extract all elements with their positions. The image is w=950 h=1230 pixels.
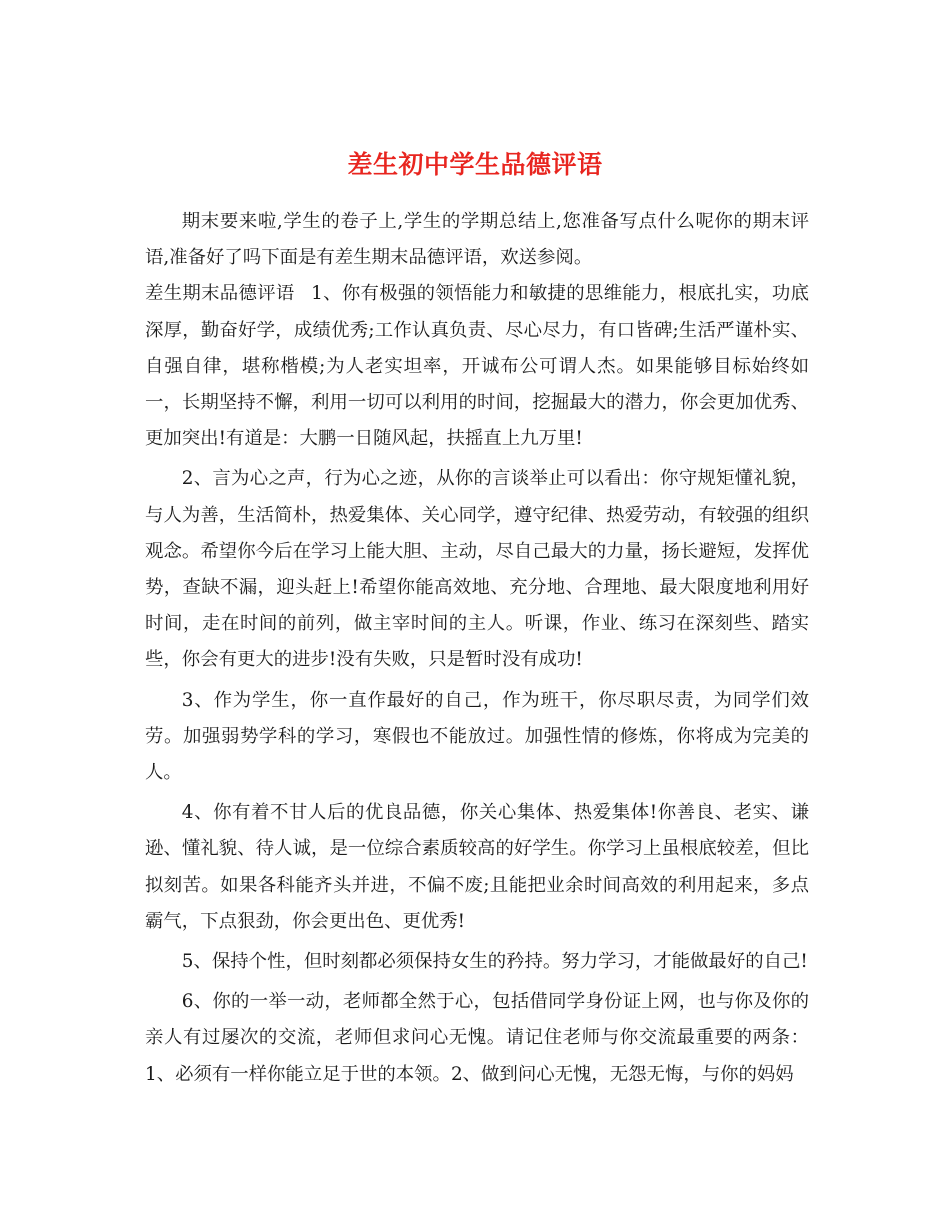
comment-paragraph-2: 2、言为心之声，行为心之迹，从你的言谈举止可以看出：你守规矩懂礼貌，与人为善，生活简朴，热爱集体、关心同学，遵守纪律、热爱劳动，有较强的组织观念。希望你今后在学习上能大胆、主动，尽自己最大的力量，扬长避短，发挥优势，查缺不漏，迎头赶上!希望你能高效地、充分地、合理地、最大限度地利用好时间，走在时间的前列，做主宰时间的主人。听课，作业、练习在深刻些、踏实些，你会有更大的进步!没有失败，只是暂时没有成功! <box>145 468 809 671</box>
comment-paragraph-3: 3、作为学生，你一直作最好的自己，作为班干，你尽职尽责，为同学们效劳。加强弱势学科的学习，寒假也不能放过。加强性情的修炼，你将成为完美的人。 <box>145 689 809 784</box>
document-title: 差生初中学生品德评语 <box>347 149 603 179</box>
comment-text-1: 1、你有极强的领悟能力和敏捷的思维能力，根底扎实，功底深厚，勤奋好学，成绩优秀;工作认真负责、尽心尽力，有口皆碑;生活严谨朴实、自强自律，堪称楷模;为人老实坦率，开诚布公可谓人杰。如果能够目标始终如一，长期坚持不懈，利用一切可以利用的时间，挖掘最大的潜力，你会更加优秀、更加突出!有道是：大鹏一日随风起，扶摇直上九万里! <box>145 283 809 450</box>
intro-paragraph: 期末要来啦,学生的卷子上,学生的学期总结上,您准备写点什么呢你的期末评语,准备好了吗下面是有差生期末品德评语，欢送参阅。 <box>145 211 809 269</box>
document-body <box>145 204 809 1093</box>
section-label: 差生期末品德评语 <box>145 283 295 305</box>
comment-paragraph-6: 6、你的一举一动，老师都全然于心，包括借同学身份证上网，也与你及你的亲人有过屡次的交流，老师但求问心无愧。请记住老师与你交流最重要的两条：1、必须有一样你能立足于世的本领。2、做到问心无愧，无怨无悔，与你的妈妈 <box>145 991 809 1085</box>
comment-paragraph-5: 5、保持个性，但时刻都必须保持女生的矜持。努力学习，才能做最好的自己! <box>181 951 808 973</box>
comment-paragraph-1 <box>145 276 809 457</box>
comment-paragraph-4: 4、你有着不甘人后的优良品德，你关心集体、热爱集体!你善良、老实、谦逊、懂礼貌、待人诚，是一位综合素质较高的好学生。你学习上虽根底较差，但比拟刻苦。如果各科能齐头并进，不偏不废;且能把业余时间高效的利用起来，多点霸气，下点狠劲，你会更出色、更优秀! <box>145 802 809 932</box>
